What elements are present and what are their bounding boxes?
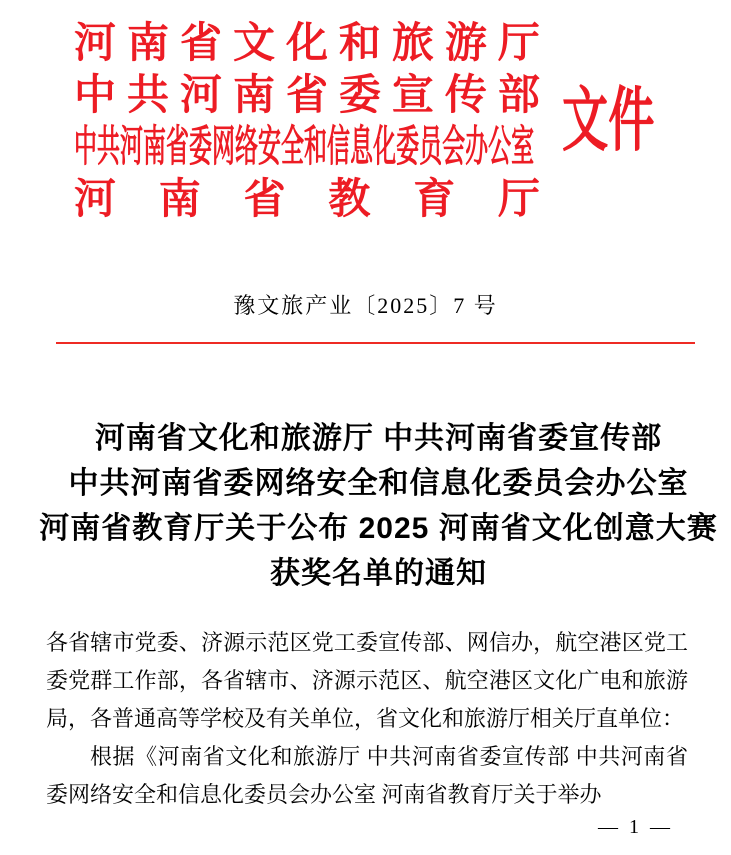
issuing-agencies [74, 18, 540, 226]
agency-name-line-2: 中 共 河 南 省 委 宣 传 部 [74, 73, 540, 119]
title-line: 中共河南省委网络安全和信息化委员会办公室 [68, 467, 689, 500]
title-line: 获奖名单的通知 [270, 557, 487, 590]
title-line: 河南省教育厅关于公布 2025 河南省文化创意大赛 [39, 512, 718, 545]
doc-type-label: 文件 [562, 83, 655, 160]
agency-name-line-4: 河 南 省 教 育 厅 [74, 177, 540, 223]
body-paragraph: 各省辖市党委、济源示范区党工委宣传部、网信办，航空港区党工委党群工作部，各省辖市、济源示范区、航空港区文化广电和旅游局，各普通高等学校及有关单位，省文化和旅游厅相关厅直单位： [46, 630, 688, 731]
letterhead [74, 0, 731, 226]
page-number: — 1 — [598, 816, 673, 838]
agency-name-line-1: 河 南 省 文 化 和 旅 游 厅 [74, 21, 540, 67]
agency-name-line-3: 中共河南省委网络安全和信息化委员会办公室 [74, 124, 535, 171]
title-line: 河南省文化和旅游厅 中共河南省委宣传部 [94, 422, 663, 455]
red-separator-line [56, 342, 695, 344]
document-body [46, 624, 688, 814]
body-paragraph: 根据《河南省文化和旅游厅 中共河南省委宣传部 中共河南省委网络安全和信息化委员会办公室 河南省教育厅关于举办 [46, 744, 688, 807]
document-title [0, 416, 731, 596]
document-number: 豫文旅产业〔2025〕7 号 [233, 293, 498, 318]
